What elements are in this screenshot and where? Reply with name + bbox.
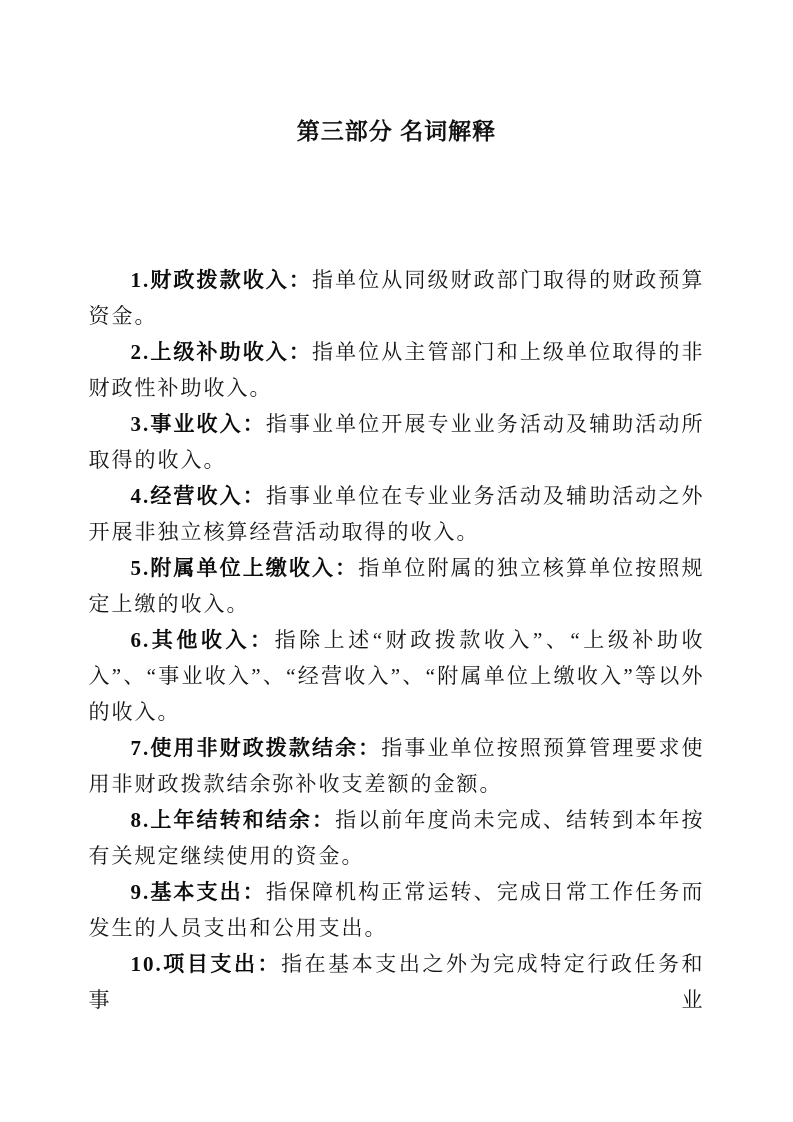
term-label: 9.基本支出： <box>130 880 266 904</box>
page-title: 第三部分 名词解释 <box>296 118 497 144</box>
definition-item-8 <box>89 802 705 874</box>
term-label: 8.上年结转和结余： <box>130 808 336 832</box>
definition-text: 指事业单位按照预算管理要求使用非财政拨款结余弥补收支差额的金额。 <box>88 736 705 796</box>
definition-text: 指以前年度尚未完成、结转到本年按有关规定继续使用的资金。 <box>88 808 705 868</box>
definition-item-5 <box>89 550 705 622</box>
definition-text: 指单位从主管部门和上级单位取得的非财政性补助收入。 <box>88 340 705 400</box>
definitions-list <box>89 262 705 1018</box>
definition-text: 指事业单位在专业业务活动及辅助活动之外开展非独立核算经营活动取得的收入。 <box>88 484 705 544</box>
definition-text: 指保障机构正常运转、完成日常工作任务而发生的人员支出和公用支出。 <box>88 880 705 940</box>
definition-text: 指在基本支出之外为完成特定行政任务和事业 <box>88 952 705 1012</box>
definition-item-1 <box>89 262 705 334</box>
term-label: 4.经营收入： <box>130 484 266 508</box>
definition-text: 指单位附属的独立核算单位按照规定上缴的收入。 <box>88 556 705 616</box>
term-label: 7.使用非财政拨款结余： <box>130 736 382 760</box>
term-label: 3.事业收入： <box>130 412 266 436</box>
definition-item-9 <box>89 874 705 946</box>
definition-item-3 <box>89 406 705 478</box>
definition-text: 指除上述“财政拨款收入”、“上级补助收入”、“事业收入”、“经营收入”、“附属单位上缴收入”等以外的收入。 <box>88 628 705 724</box>
term-label: 6.其他收入： <box>130 628 275 652</box>
term-label: 2.上级补助收入： <box>130 340 312 364</box>
term-label: 10.项目支出： <box>130 952 282 976</box>
definition-item-6 <box>89 622 705 730</box>
term-label: 1.财政拨款收入： <box>130 268 312 292</box>
definition-item-7 <box>89 730 705 802</box>
definition-item-4 <box>89 478 705 550</box>
definition-text: 指事业单位开展专业业务活动及辅助活动所取得的收入。 <box>88 412 705 472</box>
definition-text: 指单位从同级财政部门取得的财政预算资金。 <box>88 268 705 328</box>
definition-item-10 <box>89 946 705 1018</box>
term-label: 5.附属单位上缴收入： <box>130 556 359 580</box>
definition-item-2 <box>89 334 705 406</box>
